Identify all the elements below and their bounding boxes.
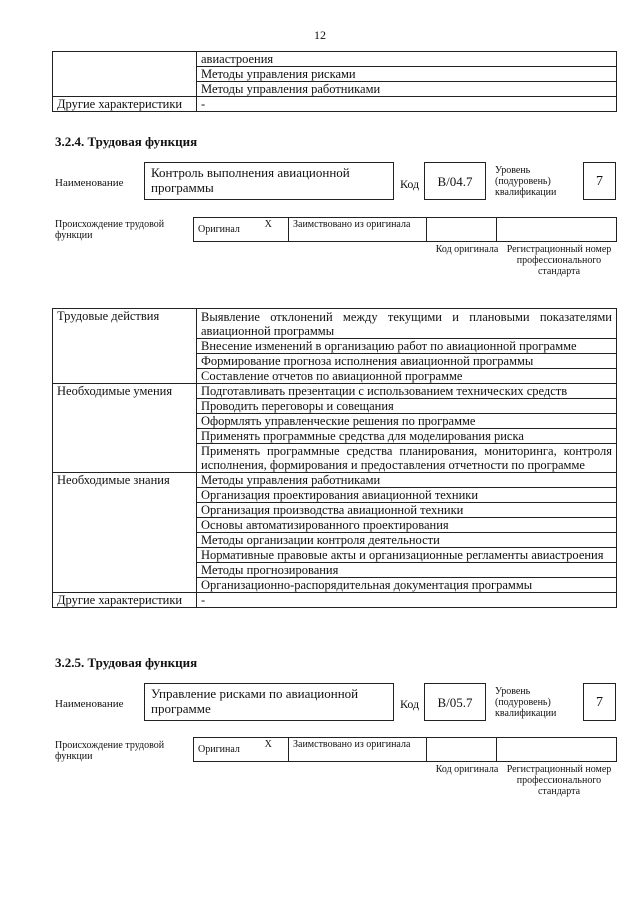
- name-label: Наименование: [55, 698, 124, 710]
- original-mark: X: [249, 738, 289, 762]
- level-value: 7: [583, 683, 616, 721]
- group-item: -: [197, 593, 617, 608]
- group-item: Выявление отклонений между текущими и плановыми показателями авиационной программы: [197, 309, 617, 339]
- group-item: Организация проектирования авиационной техники: [197, 488, 617, 503]
- code-original-cell: [427, 218, 497, 242]
- section-heading: 3.2.5. Трудовая функция: [55, 655, 198, 670]
- borrowed-label: Заимствовано из оригинала: [289, 218, 427, 242]
- group-item: Подготавливать презентации с использованием технических средств: [197, 384, 617, 399]
- level-value: 7: [583, 162, 616, 200]
- borrowed-label: Заимствовано из оригинала: [289, 738, 427, 762]
- row-item: Методы управления работниками: [197, 82, 617, 97]
- reg-number-cell: [497, 738, 617, 762]
- group-item: Методы управления работниками: [197, 473, 617, 488]
- code-label: Код: [400, 697, 420, 711]
- row-item: Методы управления рисками: [197, 67, 617, 82]
- row-item: авиастроения: [197, 52, 617, 67]
- origin-table: [193, 737, 617, 762]
- function-table: [52, 308, 617, 608]
- group-item: Формирование прогноза исполнения авиационной программы: [197, 354, 617, 369]
- section-heading: 3.2.4. Трудовая функция: [55, 134, 198, 149]
- origin-label: Происхождение трудовой функции: [55, 740, 165, 762]
- row-item: -: [197, 97, 617, 112]
- reg-number-label: Регистрационный номер профессионального стандарта: [506, 244, 612, 277]
- group-label: Необходимые знания: [53, 473, 197, 593]
- name-value: Контроль выполнения авиационной программы: [144, 162, 394, 200]
- group-item: Проводить переговоры и совещания: [197, 399, 617, 414]
- top-table: [52, 51, 617, 112]
- reg-number-label: Регистрационный номер профессионального стандарта: [506, 764, 612, 797]
- page-number: 12: [314, 28, 326, 42]
- group-item: Применять программные средства для моделирования риска: [197, 429, 617, 444]
- origin-label: Происхождение трудовой функции: [55, 219, 165, 241]
- code-original-label: Код оригинала: [435, 244, 499, 255]
- group-item: Внесение изменений в организацию работ по авиационной программе: [197, 339, 617, 354]
- group-item: Оформлять управленческие решения по программе: [197, 414, 617, 429]
- group-label: Необходимые умения: [53, 384, 197, 473]
- group-item: Составление отчетов по авиационной программе: [197, 369, 617, 384]
- group-item: Организационно-распорядительная документация программы: [197, 578, 617, 593]
- reg-number-cell: [497, 218, 617, 242]
- code-label: Код: [400, 177, 420, 191]
- group-item: Нормативные правовые акты и организационные регламенты авиастроения: [197, 548, 617, 563]
- group-item: Методы организации контроля деятельности: [197, 533, 617, 548]
- original-label: Оригинал: [194, 738, 249, 762]
- row-label: [53, 52, 197, 97]
- code-value: B/04.7: [424, 162, 486, 200]
- group-item: Методы прогнозирования: [197, 563, 617, 578]
- group-label: Трудовые действия: [53, 309, 197, 384]
- group-label: Другие характеристики: [53, 593, 197, 608]
- name-value: Управление рисками по авиационной программе: [144, 683, 394, 721]
- group-item: Применять программные средства планирования, мониторинга, контроля исполнения, формирования и предоставления отчетности по программе: [197, 444, 617, 473]
- level-label: Уровень (подуровень) квалификации: [495, 165, 557, 198]
- code-original-label: Код оригинала: [435, 764, 499, 775]
- level-label: Уровень (подуровень) квалификации: [495, 686, 557, 719]
- code-original-cell: [427, 738, 497, 762]
- group-item: Организация производства авиационной техники: [197, 503, 617, 518]
- origin-table: [193, 217, 617, 242]
- original-label: Оригинал: [194, 218, 249, 242]
- row-label: Другие характеристики: [53, 97, 197, 112]
- group-item: Основы автоматизированного проектирования: [197, 518, 617, 533]
- code-value: B/05.7: [424, 683, 486, 721]
- name-label: Наименование: [55, 177, 124, 189]
- original-mark: X: [249, 218, 289, 242]
